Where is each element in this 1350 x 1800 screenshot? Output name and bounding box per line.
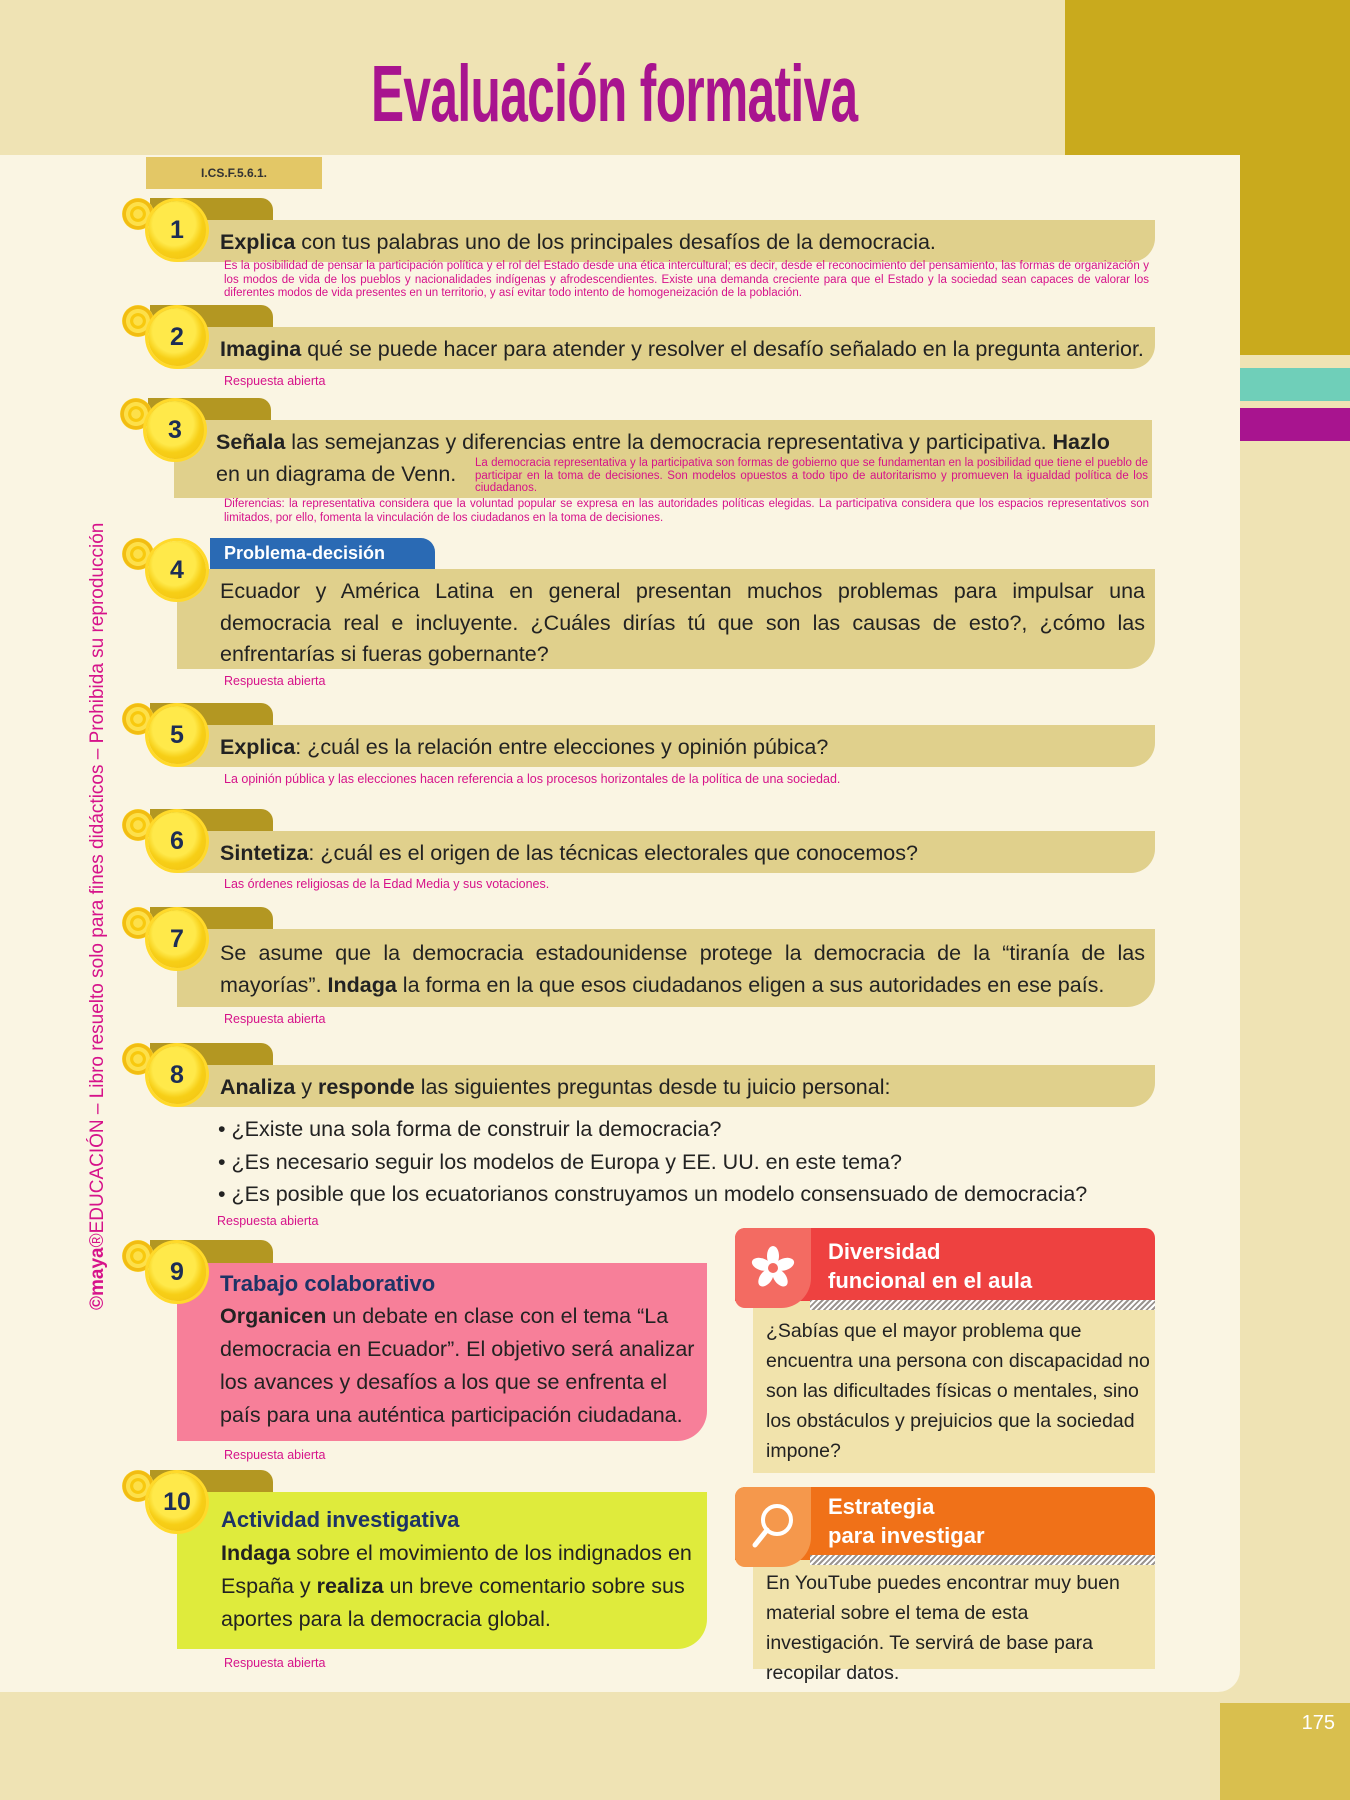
q6-verb: Sintetiza (220, 841, 309, 865)
q6-answer: Las órdenes religiosas de la Edad Media y sus votaciones. (224, 877, 550, 891)
brand-logo: ©maya (87, 1247, 108, 1310)
diversity-title (828, 1237, 1032, 1295)
diversity-title-line2: funcional en el aula (828, 1268, 1033, 1293)
q4-answer: Respuesta abierta (224, 674, 326, 688)
q8-bullet-list (218, 1113, 1087, 1211)
q7-number-badge: 7 (148, 910, 206, 968)
q8-connector: y (295, 1075, 318, 1099)
flower-icon (735, 1228, 811, 1308)
q7-text (220, 937, 1145, 1001)
q7-statement-b: la forma en la que esos ciudadanos eligen a sus autoridades en ese país. (396, 973, 1105, 997)
q1-verb: Explica (220, 230, 296, 254)
q8-verb2: responde (317, 1075, 415, 1099)
q10-statement: sobre el movimiento de los indignados en España y (221, 1541, 692, 1598)
q7-statement-a: Se asume que la democracia estadounidense protege la democracia de la “tiranía de las mayorías”. (220, 941, 1145, 997)
q10-number-badge: 10 (148, 1473, 206, 1531)
credit-text: ®EDUCACIÓN – Libro resuelto solo para fines didácticos – Prohibida su reproducción (87, 522, 108, 1248)
q9-text (220, 1300, 700, 1432)
side-magenta-band (1240, 408, 1350, 441)
q8-text (220, 1071, 890, 1103)
q2-answer: Respuesta abierta (224, 374, 326, 388)
page-title: Evaluación formativa (370, 49, 858, 138)
q5-answer: La opinión pública y las elecciones hacen referencia a los procesos horizontales de la política de una sociedad. (224, 772, 841, 786)
q6-number-badge: 6 (148, 812, 206, 870)
diversity-body: ¿Sabías que el mayor problema que encuentra una persona con discapacidad no son las dificultades físicas o mentales, sino los obstáculos y prejuicios que la sociedad impone? (766, 1320, 1150, 1462)
diversity-icon-box (735, 1228, 811, 1308)
q9-heading: Trabajo colaborativo (220, 1271, 436, 1296)
q7-answer: Respuesta abierta (224, 1012, 326, 1026)
q10-verb: Indaga (221, 1541, 291, 1565)
q3-verb2: Hazlo (1052, 430, 1110, 454)
q3-text-line2: en un diagrama de Venn. (216, 462, 457, 486)
indicator-code: I.CS.F.5.6.1. (146, 157, 322, 189)
problem-decision-tag: Problema-decisión (210, 538, 435, 569)
q9-verb: Organicen (220, 1304, 327, 1328)
q5-number-badge: 5 (148, 706, 206, 764)
q8-verb: Analiza (220, 1075, 296, 1099)
strategy-body: En YouTube puedes encontrar muy buen material sobre el tema de esta investigación. Te servirá de base para recopilar datos. (766, 1572, 1120, 1684)
q9-answer: Respuesta abierta (224, 1448, 326, 1462)
strategy-title-line1: Estrategia (828, 1494, 935, 1519)
q10-verb2: realiza (316, 1574, 384, 1598)
strategy-title (828, 1492, 985, 1550)
q10-text (221, 1537, 701, 1636)
q5-statement: : ¿cuál es la relación entre elecciones y opinión púbica? (295, 735, 829, 759)
side-teal-band (1240, 368, 1350, 401)
q2-verb: Imagina (220, 337, 302, 361)
q2-statement: qué se puede hacer para atender y resolver el desafío señalado en la pregunta anterior. (301, 337, 1144, 361)
corner-gold-block (1065, 0, 1350, 155)
q9-number-badge: 9 (148, 1243, 206, 1301)
q2-text (220, 333, 1155, 365)
q3-text (216, 426, 1156, 458)
q2-number-badge: 2 (148, 308, 206, 366)
q10-heading: Actividad investigativa (221, 1507, 460, 1532)
q3-answer-similarities: La democracia representativa y la participativa son formas de gobierno que se fundamentan en la posibilidad que tiene el pueblo de participar en la toma de decisiones. Son modelos opuestos a todo tipo de autoritarismo y promueven la igualdad política de los ciudadanos. (475, 457, 1148, 494)
list-item: • ¿Existe una sola forma de construir la democracia? (218, 1117, 722, 1141)
q8-number-badge: 8 (148, 1046, 206, 1104)
side-gold-band (1240, 155, 1350, 355)
magnifier-icon (735, 1487, 811, 1567)
strategy-hatch-divider (810, 1555, 1155, 1565)
list-item: • ¿Es posible que los ecuatorianos construyamos un modelo consensuado de democracia? (218, 1182, 1088, 1206)
q10-statement-2: un breve comentario sobre sus aportes para la democracia global. (221, 1574, 685, 1631)
page-number: 175 (1301, 1712, 1335, 1734)
diversity-hatch-divider (810, 1300, 1155, 1310)
q3-verb: Señala (216, 430, 286, 454)
strategy-icon-box (735, 1487, 811, 1567)
vertical-credit (87, 523, 109, 1310)
q9-statement: un debate en clase con el tema “La democracia en Ecuador”. El objetivo será analizar los avances y desafíos a los que se enfrenta el país para una auténtica participación ciudadana. (220, 1304, 695, 1427)
q8-statement: las siguientes preguntas desde tu juicio personal: (414, 1075, 891, 1099)
q5-text (220, 731, 828, 763)
q7-verb: Indaga (327, 973, 397, 997)
q1-answer: Es la posibilidad de pensar la participación política y el rol del Estado desde una ética intercultural; es decir, desde el reconocimiento del pensamiento, las formas de organización y los modos de vida de los pueblos y nacionalidades indígenas y afrodescendientes. Existe una demanda creciente para que el Estado y la sociedad sean capaces de valorar los diferentes modos de vida presentes en un territorio, y así evitar todo intento de homogeneización de la población. (224, 260, 1149, 299)
q4-text: Ecuador y América Latina en general presentan muchos problemas para impulsar una democracia real e incluyente. ¿Cuáles dirías tú que son las causas de esto?, ¿cómo las enfrentarías si fueras gobernante? (220, 579, 1145, 666)
q5-verb: Explica (220, 735, 296, 759)
q3-statement: las semejanzas y diferencias entre la democracia representativa y participativa. (285, 430, 1053, 454)
list-item: • ¿Es necesario seguir los modelos de Europa y EE. UU. en este tema? (218, 1149, 902, 1174)
q1-text (220, 226, 1150, 258)
q6-text (220, 837, 918, 869)
strategy-title-line2: para investigar (828, 1523, 985, 1548)
q6-statement: : ¿cuál es el origen de las técnicas electorales que conocemos? (308, 841, 918, 865)
q3-answer-differences: Diferencias: la representativa considera que la voluntad popular se expresa en las autoridades políticas elegidas. La participativa considera que los espacios representativos son limitados, por ello, fomenta la vinculación de los ciudadanos en la toma de decisiones. (224, 498, 1149, 524)
q1-number-badge: 1 (148, 201, 206, 259)
q8-answer: Respuesta abierta (217, 1214, 319, 1228)
q4-number-badge: 4 (148, 541, 206, 599)
diversity-title-line1: Diversidad (828, 1239, 941, 1264)
q3-number-badge: 3 (146, 401, 204, 459)
q1-statement: con tus palabras uno de los principales desafíos de la democracia. (295, 230, 936, 254)
q10-answer: Respuesta abierta (224, 1656, 326, 1670)
